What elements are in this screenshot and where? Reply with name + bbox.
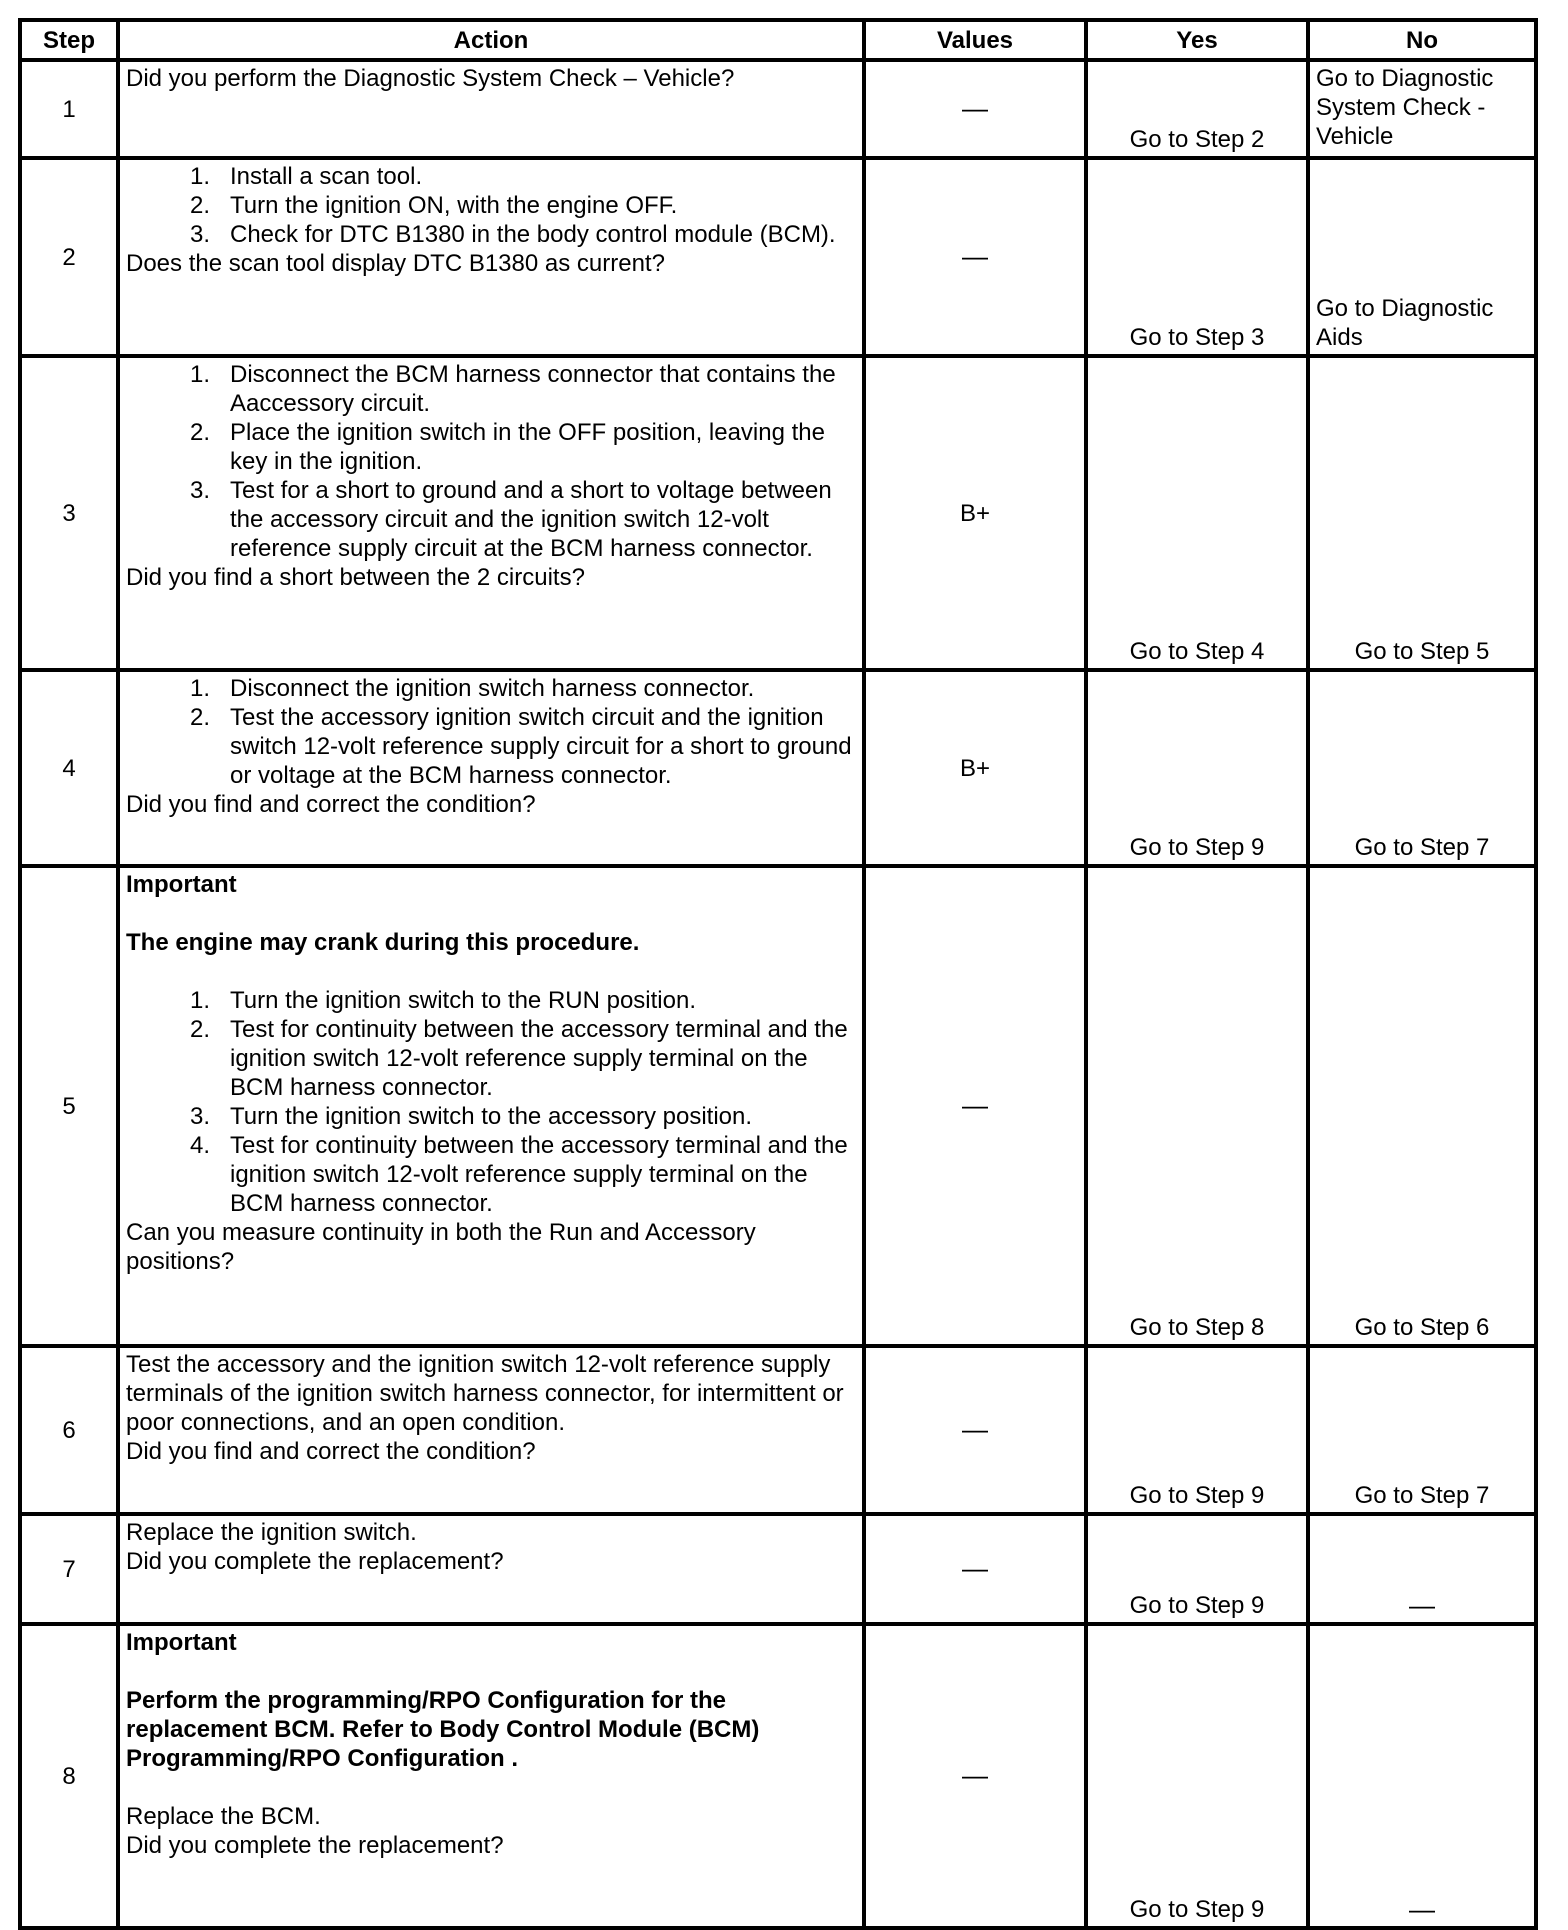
yes-result: Go to Step 9 [1129, 1482, 1265, 1509]
action-step: 1. Turn the ignition switch to the RUN position. [230, 986, 856, 1015]
table-row [20, 1514, 1536, 1624]
action-cell [118, 60, 864, 158]
action-text: Test the accessory and the ignition switch 12-volt reference supply terminals of the ignition switch harness connector, for intermittent or poor connections, and an open condition. [126, 1351, 844, 1436]
header-values: Values [864, 20, 1086, 60]
action-step: 4. Test for continuity between the accessory terminal and the ignition switch 12-volt reference supply terminal on the BCM harness connector. [230, 1131, 856, 1218]
no-result: Go to Step 7 [1354, 1482, 1490, 1509]
action-step: 1. Install a scan tool. [230, 162, 856, 191]
table-row [20, 158, 1536, 356]
no-result: Go to Step 5 [1354, 638, 1490, 665]
values-text: — [962, 1553, 988, 1583]
values-cell [864, 1624, 1086, 1928]
header-no: No [1308, 20, 1536, 60]
table-row [20, 60, 1536, 158]
yes-cell [1086, 1346, 1308, 1514]
values-text: — [962, 1414, 988, 1444]
yes-cell [1086, 60, 1308, 158]
step-number: 5 [20, 866, 118, 1346]
action-step: 1. Disconnect the BCM harness connector that contains the Aaccessory circuit. [230, 360, 856, 418]
action-steps [126, 360, 856, 563]
no-cell [1308, 356, 1536, 670]
yes-result: Go to Step 9 [1129, 1896, 1265, 1923]
table-row [20, 1624, 1536, 1928]
action-question: Did you perform the Diagnostic System Check – Vehicle? [126, 65, 735, 92]
values-cell [864, 1514, 1086, 1624]
step-number: 7 [20, 1514, 118, 1624]
values-cell [864, 1346, 1086, 1514]
values-cell [864, 670, 1086, 866]
action-cell [118, 1514, 864, 1624]
action-cell [118, 866, 864, 1346]
no-cell [1308, 670, 1536, 866]
no-result: Go to Diagnostic Aids [1316, 295, 1494, 351]
no-cell [1308, 1624, 1536, 1928]
step-number: 3 [20, 356, 118, 670]
action-step: 3. Turn the ignition switch to the accessory position. [230, 1102, 856, 1131]
no-cell [1308, 1346, 1536, 1514]
table-row [20, 670, 1536, 866]
action-text: Replace the BCM. [126, 1803, 321, 1830]
no-cell [1308, 60, 1536, 158]
yes-result: Go to Step 2 [1129, 126, 1265, 153]
values-cell [864, 866, 1086, 1346]
yes-cell [1086, 1514, 1308, 1624]
action-question: Does the scan tool display DTC B1380 as current? [126, 250, 665, 277]
action-question: Did you find and correct the condition? [126, 1438, 536, 1465]
action-step: 2. Place the ignition switch in the OFF position, leaving the key in the ignition. [230, 418, 856, 476]
table-row [20, 1346, 1536, 1514]
action-step: 2. Turn the ignition ON, with the engine OFF. [230, 191, 856, 220]
values-text: — [962, 93, 988, 123]
step-number: 4 [20, 670, 118, 866]
step-number: 1 [20, 60, 118, 158]
important-note: The engine may crank during this procedure. [126, 929, 640, 956]
header-step: Step [20, 20, 118, 60]
values-text: B+ [959, 499, 991, 527]
step-number: 6 [20, 1346, 118, 1514]
values-cell [864, 60, 1086, 158]
yes-cell [1086, 158, 1308, 356]
no-result: Go to Diagnostic System Check - Vehicle [1316, 65, 1494, 150]
step-number: 2 [20, 158, 118, 356]
important-heading: Important [126, 871, 237, 898]
yes-cell [1086, 866, 1308, 1346]
action-step: 2. Test for continuity between the accessory terminal and the ignition switch 12-volt reference supply terminal on the BCM harness connector. [230, 1015, 856, 1102]
values-text: — [962, 1090, 988, 1120]
no-cell [1308, 1514, 1536, 1624]
no-result: Go to Step 6 [1354, 1314, 1490, 1341]
header-action: Action [118, 20, 864, 60]
yes-cell [1086, 670, 1308, 866]
no-cell [1308, 866, 1536, 1346]
values-cell [864, 356, 1086, 670]
header-row [20, 20, 1536, 60]
important-heading: Important [126, 1629, 237, 1656]
yes-result: Go to Step 4 [1129, 638, 1265, 665]
action-step: 1. Disconnect the ignition switch harness connector. [230, 674, 856, 703]
yes-result: Go to Step 9 [1129, 834, 1265, 861]
action-cell [118, 356, 864, 670]
yes-cell [1086, 1624, 1308, 1928]
action-steps [126, 986, 856, 1218]
table-row [20, 866, 1536, 1346]
values-text: — [962, 1760, 988, 1790]
action-question: Did you complete the replacement? [126, 1832, 504, 1859]
action-cell [118, 1346, 864, 1514]
important-note: Perform the programming/RPO Configuration for the replacement BCM. Refer to Body Control Module (BCM) Programming/RPO Configuration . [126, 1687, 760, 1772]
step-number: 8 [20, 1624, 118, 1928]
action-steps [126, 162, 856, 249]
no-result: — [1409, 1894, 1435, 1924]
action-cell [118, 670, 864, 866]
action-cell [118, 1624, 864, 1928]
action-question: Can you measure continuity in both the Run and Accessory positions? [126, 1219, 756, 1275]
table-row [20, 356, 1536, 670]
header-yes: Yes [1086, 20, 1308, 60]
action-text: Replace the ignition switch. [126, 1519, 417, 1546]
action-question: Did you find a short between the 2 circuits? [126, 564, 585, 591]
diagnostic-table [18, 18, 1538, 1930]
yes-result: Go to Step 9 [1129, 1592, 1265, 1619]
action-step: 2. Test the accessory ignition switch circuit and the ignition switch 12-volt reference supply circuit for a short to ground or voltage at the BCM harness connector. [230, 703, 856, 790]
values-text: — [962, 241, 988, 271]
values-text: B+ [959, 754, 991, 782]
action-steps [126, 674, 856, 790]
no-cell [1308, 158, 1536, 356]
no-result: — [1409, 1590, 1435, 1620]
action-step: 3. Test for a short to ground and a short to voltage between the accessory circuit and the ignition switch 12-volt reference supply circuit at the BCM harness connector. [230, 476, 856, 563]
yes-result: Go to Step 8 [1129, 1314, 1265, 1341]
no-result: Go to Step 7 [1354, 834, 1490, 861]
yes-cell [1086, 356, 1308, 670]
action-step: 3. Check for DTC B1380 in the body control module (BCM). [230, 220, 856, 249]
values-cell [864, 158, 1086, 356]
action-cell [118, 158, 864, 356]
yes-result: Go to Step 3 [1129, 324, 1265, 351]
action-question: Did you find and correct the condition? [126, 791, 536, 818]
action-question: Did you complete the replacement? [126, 1548, 504, 1575]
